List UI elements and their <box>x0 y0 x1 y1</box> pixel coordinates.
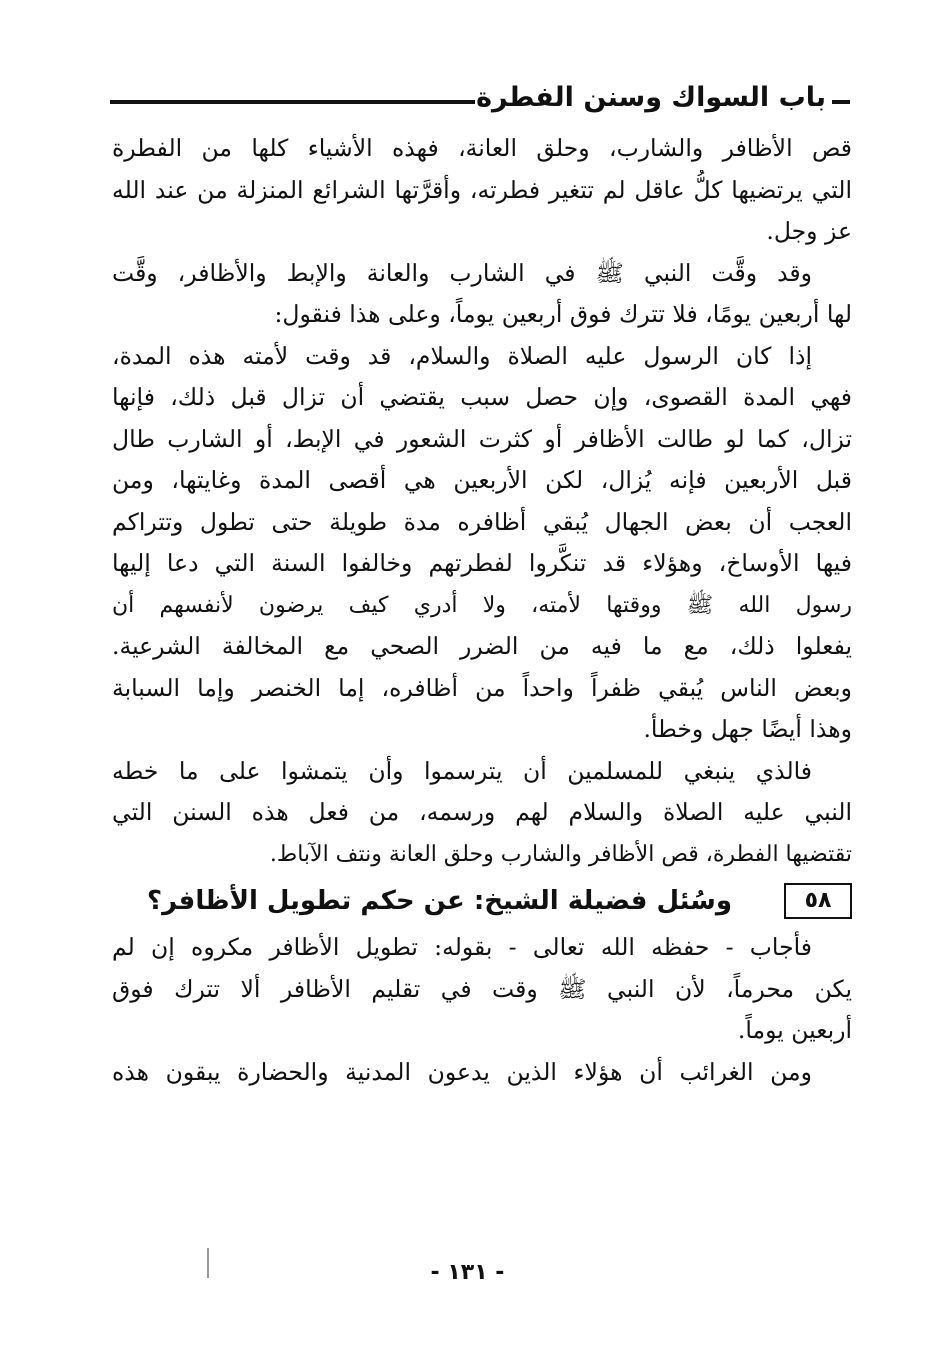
page-header <box>110 78 850 118</box>
text-line: قبل الأربعين فإنه يُزال، لكن الأربعين هي أقصى المدة وغايتها، ومن <box>112 466 852 494</box>
text-line: رسول الله ﷺ ووقتها لأمته، ولا أدري كيف يرضون لأنفسهم أن <box>112 592 852 618</box>
answer-line: أربعين يوماً. <box>737 1016 852 1044</box>
answer-line: يكن محرماً، لأن النبي ﷺ وقت في تقليم الأظافر ألا تترك فوق <box>112 974 852 1003</box>
answer-line: فأجاب - حفظه الله تعالى - بقوله: تطويل الأظافر مكروه إن لم <box>112 933 812 961</box>
text-line: يفعلوا ذلك، مع ما فيه من الضرر الصحي مع المخالفة الشرعية. <box>112 632 852 660</box>
header-rule-right <box>832 100 850 104</box>
text-line: قص الأظافر والشارب، وحلق العانة، فهذه الأشياء كلها من الفطرة <box>112 134 852 162</box>
text-line: عز وجل. <box>766 217 852 245</box>
question-number-box: ٥٨ <box>784 883 852 919</box>
question-text: وسُئل فضيلة الشيخ: عن حكم تطويل الأظافر؟ <box>147 886 732 916</box>
body-text <box>112 128 852 1093</box>
text-line: فيها الأوساخ، وهؤلاء قد تنكَّروا لفطرتهم وخالفوا السنة التي دعا إليها <box>112 549 852 577</box>
header-rule <box>110 100 475 104</box>
text-line: النبي عليه الصلاة والسلام لهم ورسمه، من فعل هذه السنن التي <box>112 798 852 826</box>
text-line: وبعض الناس يُبقي ظفراً واحداً من أظافره، إما الخنصر وإما السبابة <box>112 673 852 702</box>
text-line: لها أربعين يومًا، فلا تترك فوق أربعين يوماً، وعلى هذا فنقول: <box>274 300 852 328</box>
text-line: وقد وقَّت النبي ﷺ في الشارب والعانة والإبط والأظافر، وقَّت <box>112 258 812 287</box>
page-number: - ١٣١ - <box>430 1260 505 1285</box>
text-line: إذا كان الرسول عليه الصلاة والسلام، قد وقت لأمته هذه المدة، <box>112 341 812 370</box>
text-line: تزال، كما لو طالت الأظافر أو كثرت الشعور في الإبط، أو الشارب طال <box>112 424 852 453</box>
text-line: وهذا أيضًا جهل وخطأ. <box>643 715 852 743</box>
text-line: العجب أن بعض الجهال يُبقي أظافره مدة طويلة حتى تطول وتتراكم <box>112 507 852 536</box>
answer-line: ومن الغرائب أن هؤلاء الذين يدعون المدنية والحضارة يبقون هذه <box>112 1057 812 1086</box>
text-line: تقتضيها الفطرة، قص الأظافر والشارب وحلق العانة ونتف الآباط. <box>269 841 852 867</box>
chapter-title: باب السواك وسنن الفطرة <box>476 82 826 113</box>
text-line: التي يرتضيها كلُّ عاقل لم تتغير فطرته، وأقرَّتها الشرائع المنزلة من عند الله <box>112 175 852 204</box>
text-line: فالذي ينبغي للمسلمين أن يترسموا وأن يتمشوا على ما خطه <box>112 756 812 785</box>
text-line: فهي المدة القصوى، وإن حصل سبب يقتضي أن تزال قبل ذلك، فإنها <box>112 383 852 411</box>
question-heading <box>112 875 852 927</box>
